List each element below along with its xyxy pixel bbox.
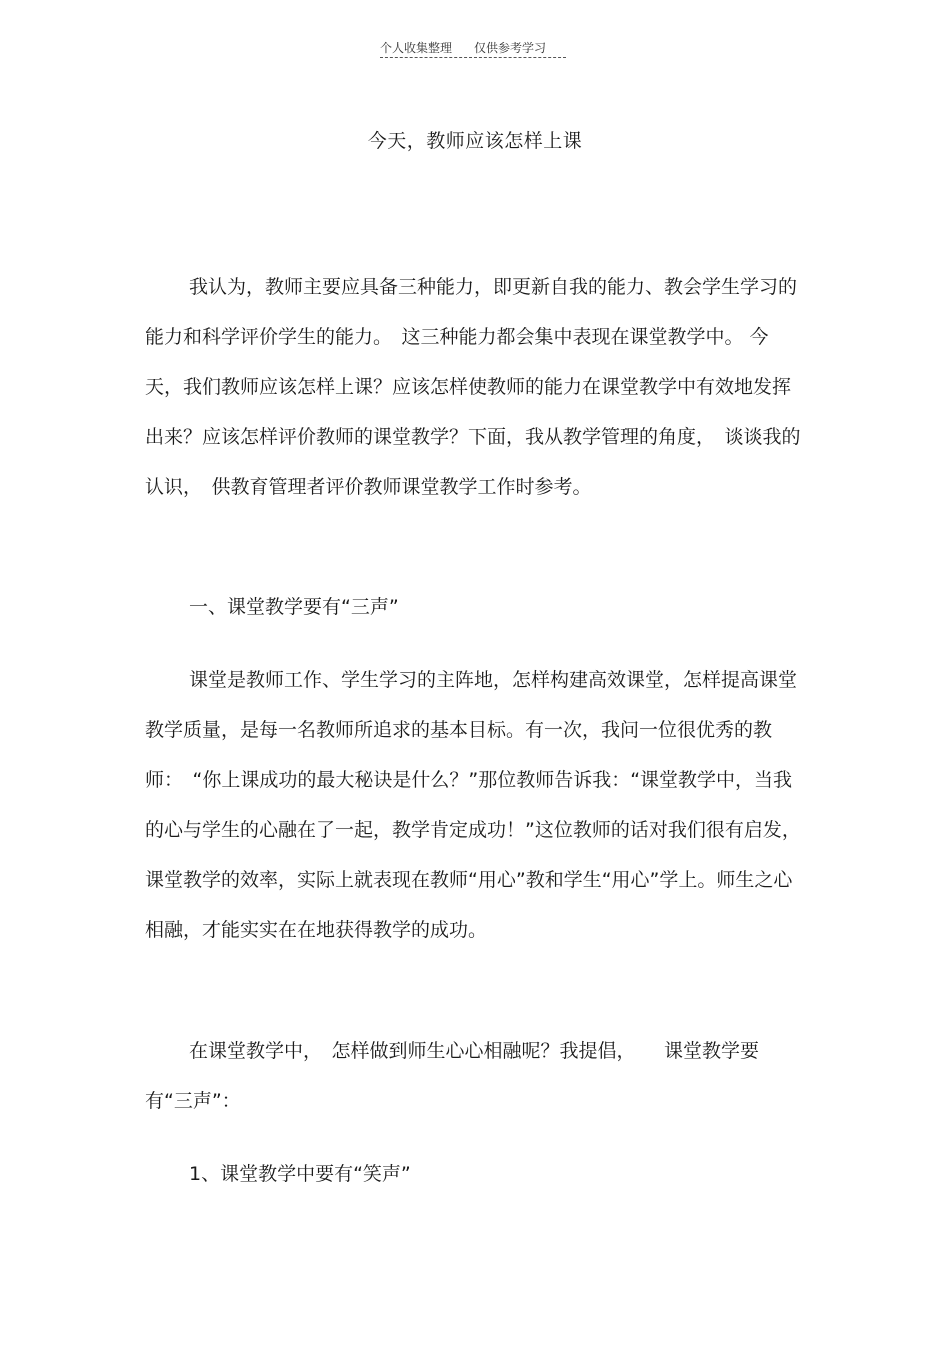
subsection-heading-1: 1、课堂教学中要有“笑声” xyxy=(189,1163,411,1185)
paragraph-intro: 我认为，教师主要应具备三种能力，即更新自我的能力、教会学生学习的能力和科学评价学生的能力。 这三种能力都会集中表现在课堂教学中。 今天，我们教师应该怎样上课？应该怎样使教师的能力在课堂教学中有效地发挥出来？应该怎样评价教师的课堂教学？下面，我从教学管理的角度， 谈谈我的认识， 供教育管理者评价教师课堂教学工作时参考。 xyxy=(145,276,801,498)
document-title: 今天，教师应该怎样上课 xyxy=(367,130,583,152)
paragraph-classroom: 课堂是教师工作、学生学习的主阵地，怎样构建高效课堂，怎样提高课堂教学质量，是每一名教师所追求的基本目标。有一次，我问一位很优秀的教师： “你上课成功的最大秘诀是什么？”那位教师告诉我：“课堂教学中，当我的心与学生的心融在了一起，教学肯定成功！”这位教师的话对我们很有启发，课堂教学的效率，实际上就表现在教师“用心”教和学生“用心”学上。师生之心相融，才能实实在在地获得教学的成功。 xyxy=(145,669,801,941)
header-left-text: 个人收集整理 xyxy=(380,41,453,55)
header-right-text: 仅供参考学习 xyxy=(474,41,547,55)
header-divider xyxy=(380,57,566,58)
paragraph-three-voices: 在课堂教学中， 怎样做到师生心心相融呢？我提倡， 课堂教学要有“三声”： xyxy=(145,1040,760,1112)
section-heading-1: 一、课堂教学要有“三声” xyxy=(189,596,399,618)
page-header xyxy=(380,40,570,56)
